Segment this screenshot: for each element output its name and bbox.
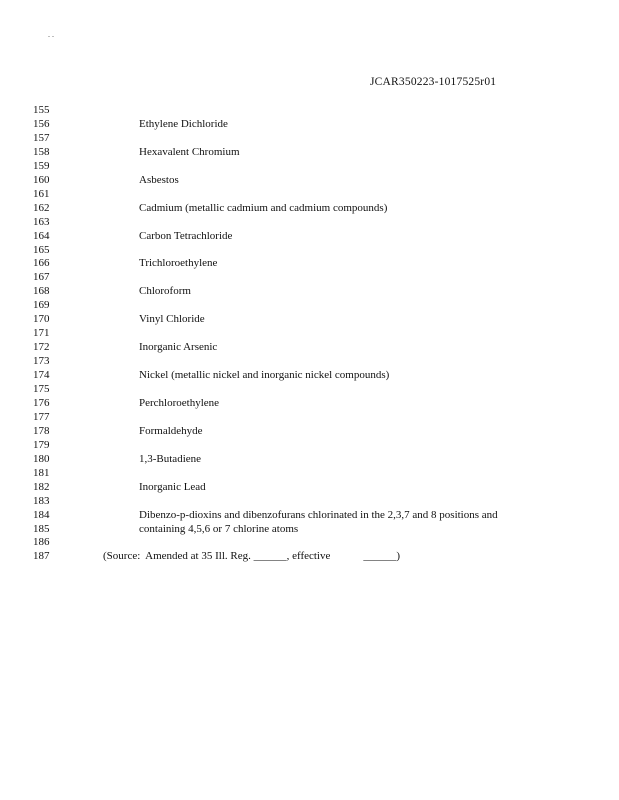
document-line	[0, 340, 619, 354]
document-line	[0, 159, 619, 173]
line-number: 167	[33, 271, 50, 284]
line-number: 158	[33, 145, 50, 158]
document-line	[0, 215, 619, 229]
line-number: 185	[33, 522, 50, 535]
document-line	[0, 549, 619, 563]
document-line	[0, 494, 619, 508]
line-number: 178	[33, 424, 50, 437]
document-line	[0, 117, 619, 131]
document-line	[0, 298, 619, 312]
line-text: Ethylene Dichloride	[139, 117, 228, 130]
line-number: 166	[33, 257, 50, 270]
document-line	[0, 354, 619, 368]
document-line	[0, 382, 619, 396]
line-number: 174	[33, 369, 50, 382]
document-line	[0, 535, 619, 549]
line-number: 181	[33, 466, 50, 479]
line-number: 161	[33, 187, 50, 200]
document-line	[0, 103, 619, 117]
document-line	[0, 312, 619, 326]
line-text: containing 4,5,6 or 7 chlorine atoms	[139, 522, 299, 535]
document-line	[0, 508, 619, 522]
line-number: 175	[33, 383, 50, 395]
line-number: 157	[33, 131, 50, 144]
document-line	[0, 410, 619, 424]
line-number: 176	[33, 396, 50, 409]
document-line	[0, 368, 619, 382]
line-number: 183	[33, 494, 50, 507]
document-line	[0, 243, 619, 257]
line-number: 162	[33, 201, 50, 214]
document-line	[0, 284, 619, 298]
line-number: 168	[33, 285, 50, 298]
document-line	[0, 326, 619, 340]
line-text: 1,3-Butadiene	[139, 452, 202, 465]
document-line	[0, 131, 619, 145]
source-note: (Source: Amended at 35 Ill. Reg. ______, effective ______)	[103, 550, 401, 563]
line-text: Dibenzo-p-dioxins and dibenzofurans chlorinated in the 2,3,7 and 8 positions and	[139, 508, 498, 521]
line-text: Nickel (metallic nickel and inorganic nickel compounds)	[139, 369, 390, 382]
line-text: Carbon Tetrachloride	[139, 229, 233, 242]
line-text: Hexavalent Chromium	[139, 145, 240, 158]
line-number: 164	[33, 229, 50, 242]
line-text: Vinyl Chloride	[139, 313, 205, 326]
line-text: Chloroform	[139, 285, 191, 298]
line-number: 156	[33, 117, 50, 130]
line-number: 184	[33, 508, 50, 521]
line-number: 172	[33, 341, 50, 354]
line-number: 177	[33, 410, 50, 423]
line-number: 170	[33, 313, 50, 326]
document-line	[0, 522, 619, 536]
document-line	[0, 173, 619, 187]
document-id: JCAR350223-1017525r01	[370, 76, 497, 88]
line-text: Cadmium (metallic cadmium and cadmium compounds)	[139, 201, 388, 214]
line-text: Inorganic Arsenic	[139, 341, 218, 354]
document-line	[0, 480, 619, 494]
scan-specks: . .	[48, 30, 54, 39]
line-number: 173	[33, 355, 50, 368]
line-text: Formaldehyde	[139, 424, 203, 437]
document-line	[0, 270, 619, 284]
document-line	[0, 229, 619, 243]
line-number: 155	[33, 104, 50, 116]
line-text: Trichloroethylene	[139, 257, 218, 270]
line-number: 160	[33, 173, 50, 186]
document-line	[0, 256, 619, 270]
line-number: 182	[33, 480, 50, 493]
line-number: 163	[33, 215, 50, 228]
document-line	[0, 201, 619, 215]
document-line	[0, 438, 619, 452]
document-line	[0, 145, 619, 159]
line-text: Inorganic Lead	[139, 480, 206, 493]
document-line	[0, 424, 619, 438]
line-number: 180	[33, 452, 50, 465]
line-number: 159	[33, 159, 50, 172]
line-number: 165	[33, 243, 50, 256]
line-text: Asbestos	[139, 173, 179, 186]
line-number: 171	[33, 327, 50, 340]
line-number: 186	[33, 536, 50, 549]
document-line	[0, 466, 619, 480]
document-line	[0, 452, 619, 466]
line-number: 187	[33, 550, 50, 563]
line-number: 179	[33, 438, 50, 451]
document-line	[0, 187, 619, 201]
line-text: Perchloroethylene	[139, 396, 220, 409]
line-number: 169	[33, 299, 50, 312]
document-line	[0, 396, 619, 410]
